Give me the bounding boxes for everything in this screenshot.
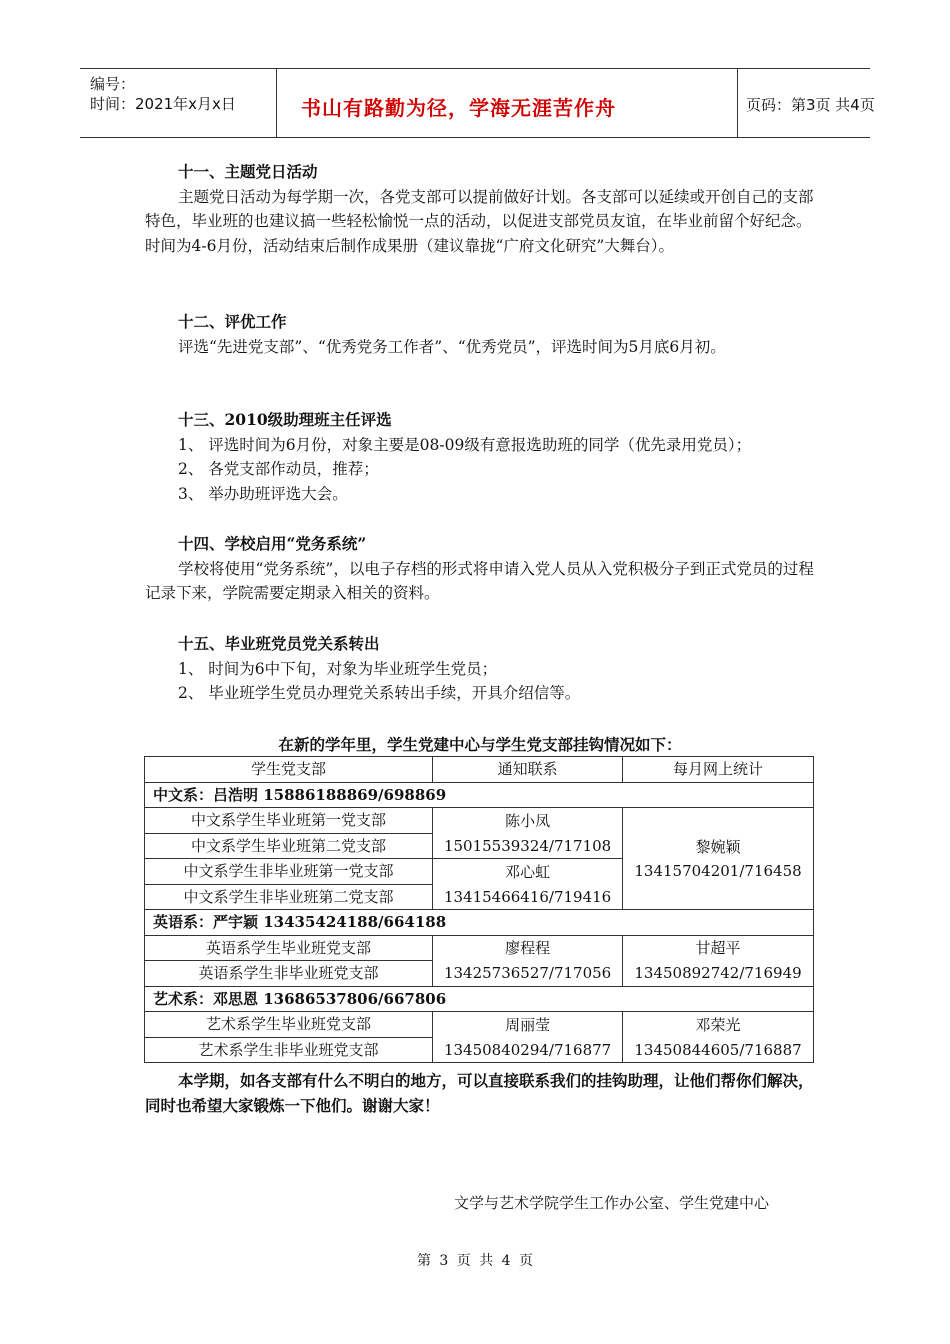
- table-row: [145, 808, 814, 834]
- section-title: 十三、2010级助理班主任评选: [178, 410, 392, 429]
- list-item: 2、 毕业班学生党员办理党关系转出手续，开具介绍信等。: [178, 684, 581, 702]
- page-footer: 第 3 页 共 4 页: [416, 1253, 534, 1269]
- branch-cell: 艺术系学生非毕业班党支部: [145, 1037, 433, 1063]
- branch-cell: 中文系学生毕业班第一党支部: [145, 808, 433, 834]
- contact-name: 周丽莹: [433, 1012, 623, 1038]
- list-item: 1、 时间为6中下旬，对象为毕业班学生党员；: [178, 659, 498, 678]
- section-body: 评选“先进党支部”、“优秀党务工作者”、“优秀党员”，评选时间为5月底6月初。: [178, 337, 726, 356]
- branch-cell: 艺术系学生毕业班党支部: [145, 1012, 433, 1038]
- branch-cell: 中文系学生非毕业班第二党支部: [145, 884, 433, 910]
- signature: 文学与艺术学院学生工作办公室、学生党建中心: [454, 1194, 770, 1212]
- section-12: [145, 310, 815, 359]
- section-11: [145, 160, 815, 258]
- stats-cell: [623, 808, 814, 910]
- contact-phone: 13415466416/719416: [433, 884, 623, 910]
- section-13: [145, 408, 815, 506]
- list-item: 2、 各党支部作动员，推荐；: [178, 460, 379, 478]
- page-label: 页码：第3页 共4页: [746, 96, 875, 114]
- contact-name: 廖程程: [433, 935, 623, 961]
- branch-cell: 中文系学生毕业班第二党支部: [145, 833, 433, 859]
- motto: 书山有路勤为径，学海无涯苦作舟: [301, 96, 616, 120]
- contact-phone: 13425736527/717056: [433, 961, 623, 987]
- contact-name: 邓心虹: [433, 859, 623, 885]
- group-row-chinese: [145, 782, 814, 808]
- group-label: 艺术系：邓思恩 13686537806/667806: [145, 986, 814, 1012]
- time-label: 时间：2021年x月x日: [90, 95, 236, 113]
- stats-phone: 13450892742/716949: [623, 961, 814, 987]
- closing-note: 本学期，如各支部有什么不明白的地方，可以直接联系我们的挂钩助理，让他们帮你们解决，同时也希望大家锻炼一下他们。谢谢大家！: [145, 1071, 814, 1115]
- group-label: 英语系：严宇颖 13435424188/664188: [145, 910, 814, 936]
- header-motto-cell: [277, 69, 738, 137]
- header-meta: [80, 69, 277, 137]
- group-row-english: [145, 910, 814, 936]
- table-header-row: [145, 757, 814, 783]
- stats-phone: 13415704201/716458: [634, 861, 802, 880]
- section-title: 十一、主题党日活动: [178, 162, 318, 181]
- section-14: [145, 532, 815, 606]
- section-body: 主题党日活动为每学期一次，各党支部可以提前做好计划。各支部可以延续或开创自己的支部特色，毕业班的也建议搞一些轻松愉悦一点的活动，以促进支部党员友谊，在毕业前留个好纪念。时间为4-6月份，活动结束后制作成果册（建议靠拢“广府文化研究”大舞台）。: [145, 187, 814, 255]
- column-header: 每月网上统计: [623, 757, 814, 783]
- page-header: [80, 68, 875, 138]
- table-row: [145, 935, 814, 961]
- section-title: 十二、评优工作: [178, 312, 287, 331]
- column-header: 学生党支部: [145, 757, 433, 783]
- section-title: 十五、毕业班党员党关系转出: [178, 634, 380, 653]
- group-label: 中文系：吕浩明 15886188869/698869: [145, 782, 814, 808]
- branch-cell: 中文系学生非毕业班第一党支部: [145, 859, 433, 885]
- list-item: 1、 评选时间为6月份，对象主要是08-09级有意报选助班的同学（优先录用党员）；: [178, 435, 752, 454]
- section-15: [145, 632, 815, 706]
- table-row: [145, 1037, 814, 1063]
- branch-table: [144, 756, 814, 1063]
- stats-name: 甘超平: [623, 935, 814, 961]
- branch-cell: 英语系学生非毕业班党支部: [145, 961, 433, 987]
- table-caption: 在新的学年里，学生党建中心与学生党支部挂钩情况如下：: [278, 735, 682, 754]
- list-item: 3、 举办助班评选大会。: [178, 484, 348, 503]
- contact-phone: 15015539324/717108: [433, 833, 623, 859]
- column-header: 通知联系: [433, 757, 623, 783]
- section-title: 十四、学校启用“党务系统”: [178, 534, 367, 553]
- number-label: 编号：: [90, 75, 136, 93]
- table-row: [145, 1012, 814, 1038]
- section-body: 学校将使用“党务系统”，以电子存档的形式将申请入党人员从入党积极分子到正式党员的过程记录下来，学院需要定期录入相关的资料。: [145, 559, 814, 602]
- stats-name: 黎婉颖: [695, 837, 741, 856]
- group-row-art: [145, 986, 814, 1012]
- contact-phone: 13450840294/716877: [433, 1037, 623, 1063]
- contact-name: 陈小凤: [433, 808, 623, 834]
- stats-phone: 13450844605/716887: [623, 1037, 814, 1063]
- branch-cell: 英语系学生毕业班党支部: [145, 935, 433, 961]
- table-row: [145, 961, 814, 987]
- stats-name: 邓荣光: [623, 1012, 814, 1038]
